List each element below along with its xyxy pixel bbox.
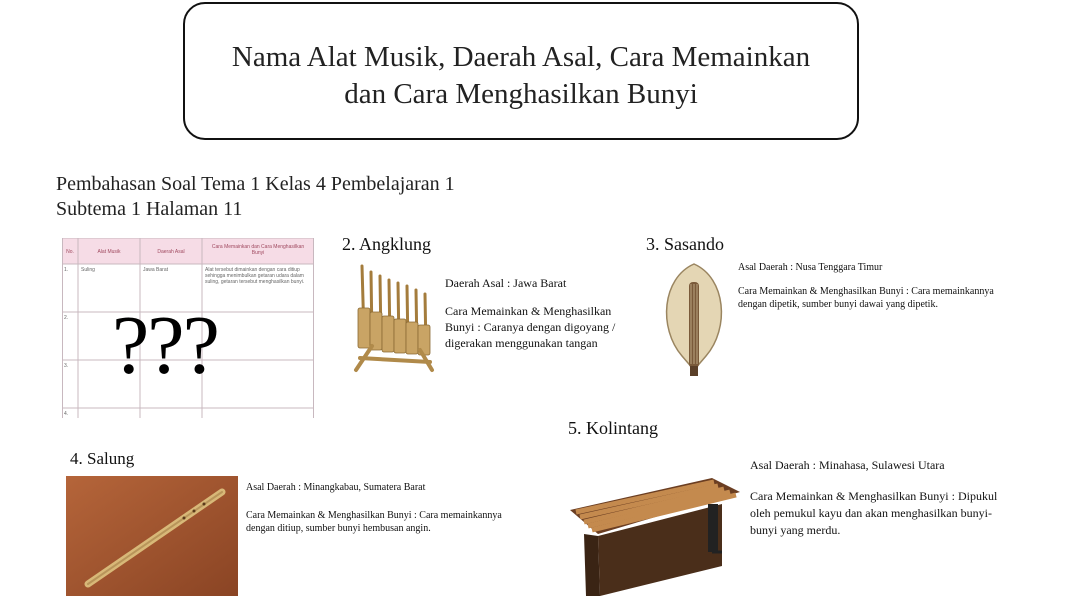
table-cell-no: 3. bbox=[64, 363, 69, 369]
table-cell-alat: Suling bbox=[81, 267, 95, 273]
kolintang-cara-3: bunyi yang merdu. bbox=[750, 523, 841, 537]
sasando-daerah: Asal Daerah : Nusa Tenggara Timur bbox=[738, 262, 883, 273]
sasando-cara-2: dengan dipetik, sumber bunyi dawai yang dipetik. bbox=[738, 299, 938, 310]
kolintang-cara-1: Cara Memainkan & Menghasilkan Bunyi : Dipukul bbox=[750, 489, 998, 503]
subtitle-line-1: Pembahasan Soal Tema 1 Kelas 4 Pembelajaran 1 bbox=[56, 173, 455, 195]
kolintang-daerah: Asal Daerah : Minahasa, Sulawesi Utara bbox=[750, 458, 945, 472]
angklung-cara-1: Cara Memainkan & Menghasilkan bbox=[445, 304, 612, 318]
title-box bbox=[183, 2, 859, 140]
salung-cara-2: dengan ditiup, sumber bunyi hembusan angin. bbox=[246, 523, 431, 534]
angklung-image bbox=[350, 258, 438, 376]
table-cell-no: 2. bbox=[64, 315, 69, 321]
subtitle bbox=[56, 172, 455, 222]
kolintang-graphic bbox=[562, 470, 746, 596]
angklung-heading: 2. Angklung bbox=[342, 234, 432, 254]
table-cell-daerah: Jawa Barat bbox=[143, 267, 169, 273]
angklung-daerah: Daerah Asal : Jawa Barat bbox=[445, 276, 567, 290]
question-marks: ??? bbox=[112, 299, 218, 392]
sasando-graphic bbox=[656, 258, 732, 378]
sasando-image bbox=[656, 258, 732, 378]
subtitle-line-2: Subtema 1 Halaman 11 bbox=[56, 198, 243, 220]
title-line-1: Nama Alat Musik, Daerah Asal, Cara Memainkan bbox=[231, 41, 811, 73]
kolintang-heading: 5. Kolintang bbox=[568, 418, 658, 438]
sasando-heading: 3. Sasando bbox=[646, 234, 724, 254]
table-header-cara: Cara Memainkan dan Cara Menghasilkan Bunyi bbox=[211, 244, 305, 256]
table-cell-cara: Alat tersebut dimainkan dengan cara ditiup sehingga menimbulkan getaran udara dalam suling, getaran tersebut menghasilkan bunyi. bbox=[205, 267, 305, 285]
salung-graphic bbox=[66, 476, 238, 596]
kolintang-cara-2: oleh pemukul kayu dan akan menghasilkan bunyi- bbox=[750, 506, 992, 520]
salung-daerah: Asal Daerah : Minangkabau, Sumatera Barat bbox=[246, 482, 426, 493]
title-line-2: dan Cara Menghasilkan Bunyi bbox=[344, 78, 698, 110]
salung-cara-1: Cara Memainkan & Menghasilkan Bunyi : Cara memainkannya bbox=[246, 510, 502, 521]
salung-heading: 4. Salung bbox=[70, 449, 135, 468]
angklung-cara-2: Bunyi : Caranya dengan digoyang / bbox=[445, 320, 616, 334]
table-cell-no: 1. bbox=[64, 267, 69, 273]
kolintang-image bbox=[562, 470, 746, 596]
table-header-no: No. bbox=[66, 249, 74, 255]
table-header-alat: Alat Musik bbox=[97, 249, 121, 255]
table-header-daerah: Daerah Asal bbox=[157, 249, 185, 255]
angklung-cara-3: digerakan menggunakan tangan bbox=[445, 336, 598, 350]
sasando-cara-1: Cara Memainkan & Menghasilkan Bunyi : Cara memainkannya bbox=[738, 286, 994, 297]
angklung-graphic bbox=[350, 258, 438, 376]
salung-image bbox=[66, 476, 238, 596]
table-cell-no: 4. bbox=[64, 411, 69, 417]
